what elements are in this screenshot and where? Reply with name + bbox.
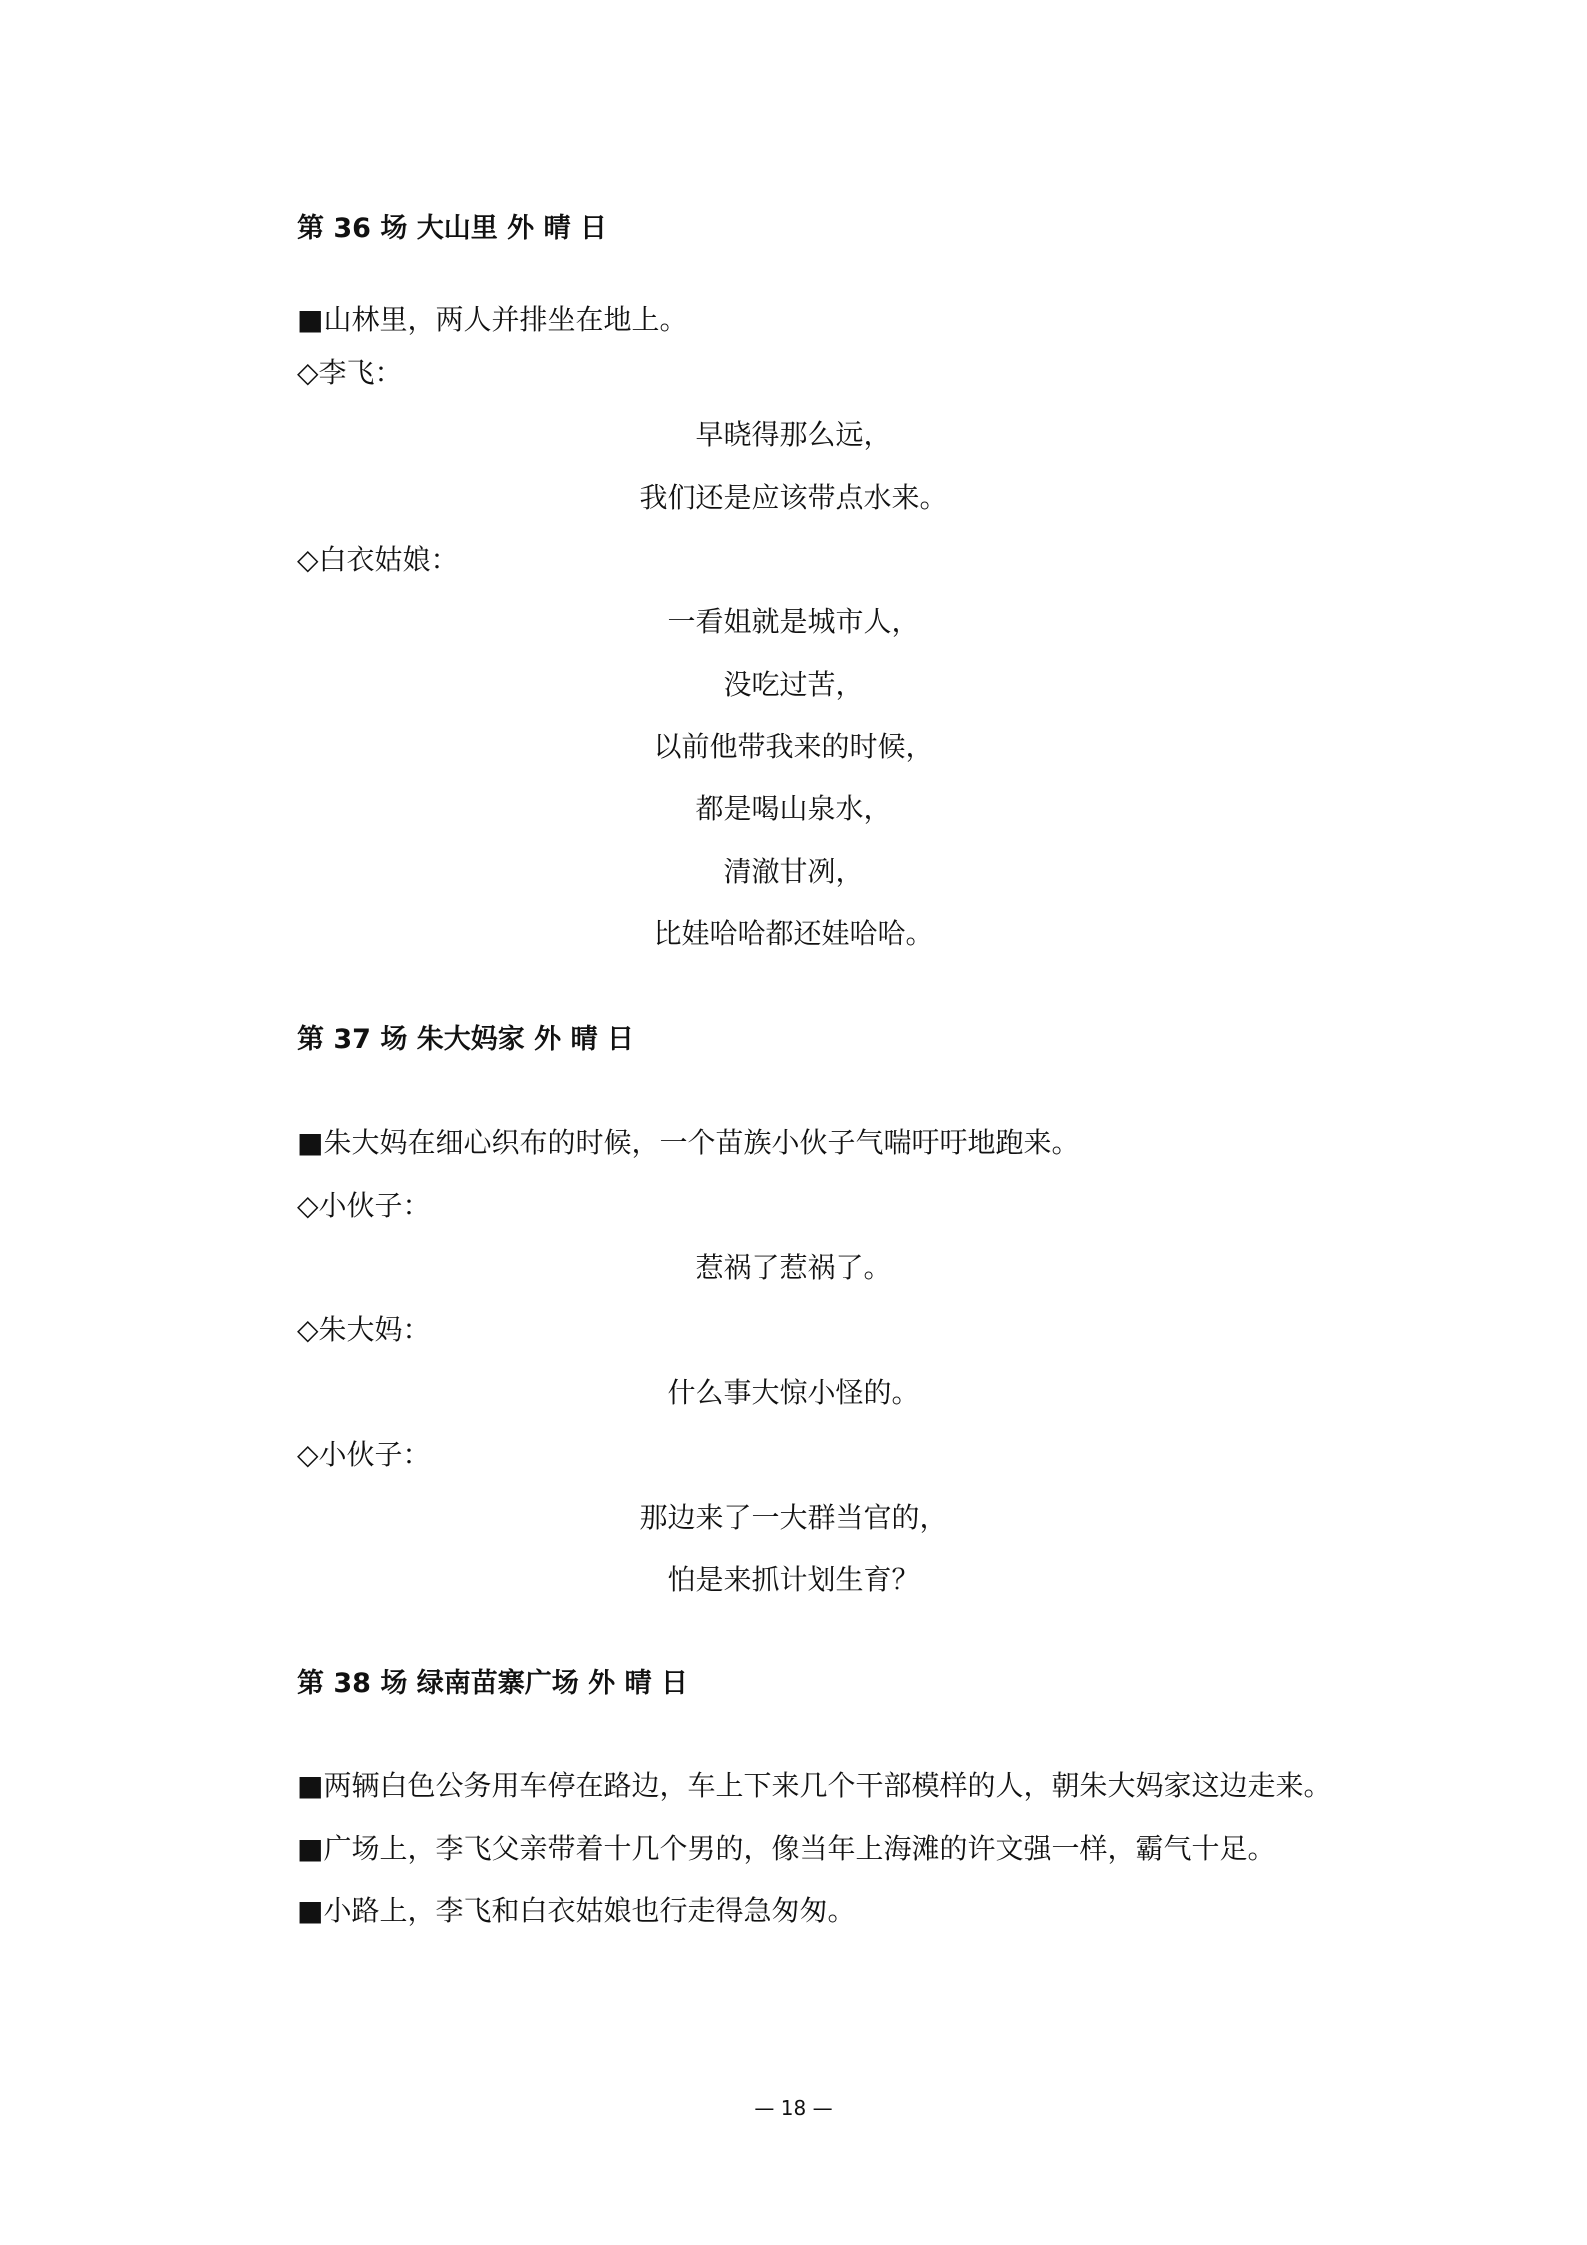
action-line: ■小路上，李飞和白衣姑娘也行走得急匆匆。 — [297, 1894, 856, 1927]
page-number: — 18 — — [754, 2096, 833, 2120]
dialogue-line: 那边来了一大群当官的， — [639, 1501, 948, 1534]
dialogue-line: 没吃过苦， — [723, 668, 864, 701]
action-line: ■广场上，李飞父亲带着十几个男的，像当年上海滩的许文强一样，霸气十足。 — [297, 1832, 1276, 1865]
dialogue-line: 清澈甘冽， — [723, 855, 864, 888]
dialogue-line: 都是喝山泉水， — [695, 792, 892, 825]
speaker-label: ◇李飞： — [297, 356, 403, 389]
dialogue-line: 以前他带我来的时候， — [653, 730, 934, 763]
speaker-label: ◇白衣姑娘： — [297, 543, 459, 576]
action-line: ■朱大妈在细心织布的时候，一个苗族小伙子气喘吁吁地跑来。 — [297, 1126, 1080, 1159]
dialogue-line: 我们还是应该带点水来。 — [639, 481, 948, 514]
scene-heading: 第 38 场 绿南苗寨广场 外 晴 日 — [297, 1668, 688, 1699]
action-line: ■山林里，两人并排坐在地上。 — [297, 303, 688, 336]
action-line: ■两辆白色公务用车停在路边，车上下来几个干部模样的人，朝朱大妈家这边走来。 — [297, 1769, 1332, 1802]
dialogue-line: 比娃哈哈都还娃哈哈。 — [653, 917, 934, 950]
dialogue-line: 惹祸了惹祸了。 — [695, 1251, 892, 1284]
dialogue-line: 怕是来抓计划生育？ — [667, 1563, 920, 1596]
scene-heading: 第 36 场 大山里 外 晴 日 — [297, 213, 607, 244]
dialogue-line: 早晓得那么远， — [695, 418, 892, 451]
dialogue-line: 什么事大惊小怪的。 — [667, 1376, 920, 1409]
speaker-label: ◇小伙子： — [297, 1189, 431, 1222]
scene-heading: 第 37 场 朱大妈家 外 晴 日 — [297, 1024, 634, 1055]
dialogue-line: 一看姐就是城市人， — [667, 605, 920, 638]
speaker-label: ◇小伙子： — [297, 1438, 431, 1471]
speaker-label: ◇朱大妈： — [297, 1313, 431, 1346]
